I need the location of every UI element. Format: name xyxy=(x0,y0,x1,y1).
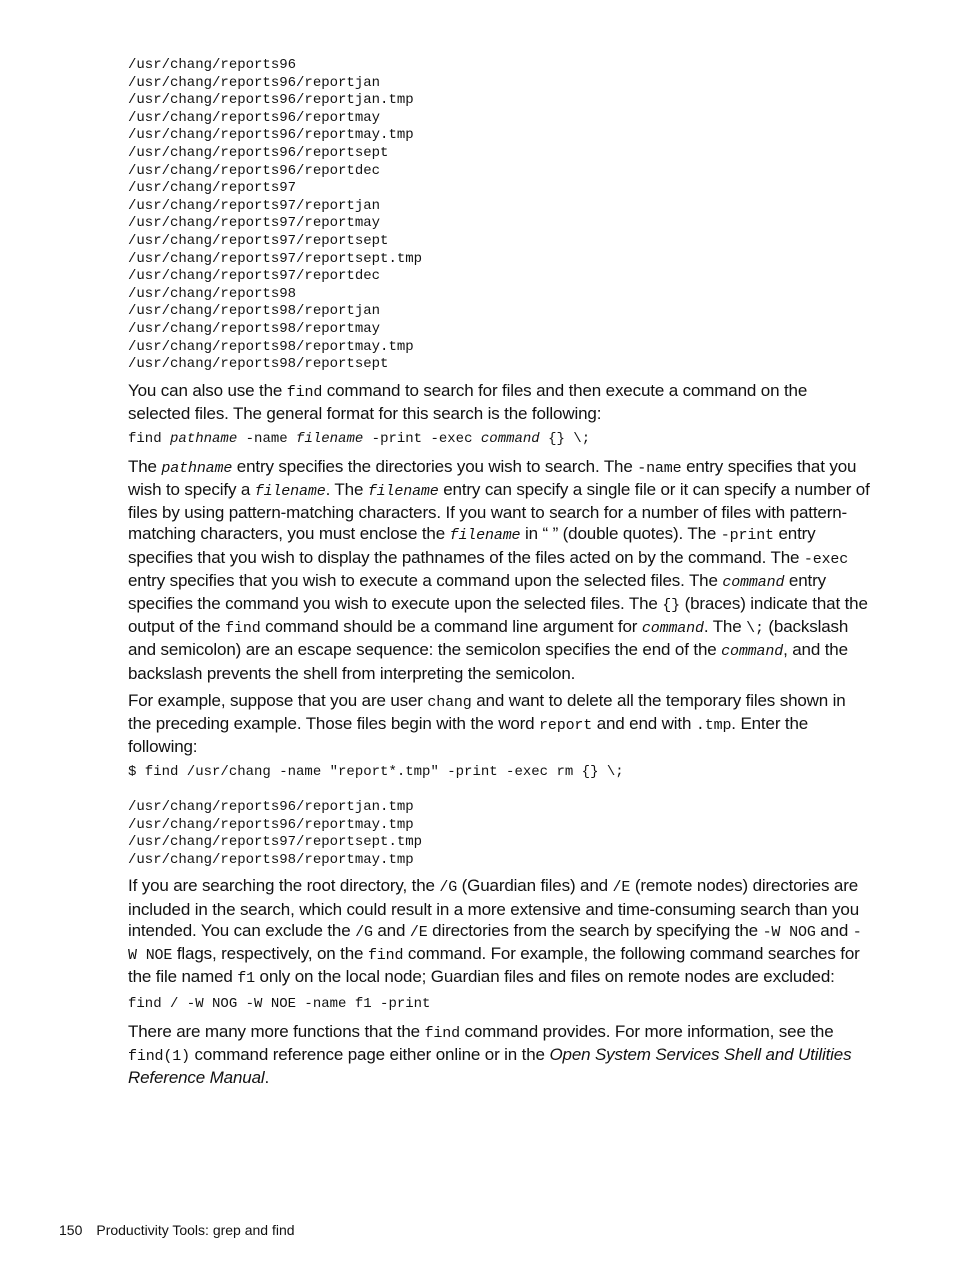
page-number: 150 xyxy=(59,1222,83,1238)
path-line: /usr/chang/reports98/reportsept xyxy=(128,356,389,373)
page-footer xyxy=(59,1222,295,1238)
path-line: /usr/chang/reports98/reportmay.tmp xyxy=(128,338,414,355)
paragraph-entry-descriptions: The pathname entry specifies the directories you wish to search. The -name entry specifies that you wish to specify a filename. The filename entry can specify a single file or it can specify a number of files by using pattern-matching characters. If you want to search for a number of files with pattern-matching characters, you must enclose the filename in “ ” (double quotes). The -print entry specifies that you wish to display the pathnames of the files acted on by the command. The -exec entry specifies that you wish to execute a command upon the selected files. The command entry specifies the command you wish to execute upon the selected files. The {} (braces) indicate that the output of the find command should be a command line argument for command. The \; (backslash and semicolon) are an escape sequence: the semicolon specifies the end of the command, and the backslash prevents the shell from interpreting the semicolon. xyxy=(128,456,870,683)
path-line: /usr/chang/reports96/reportjan.tmp xyxy=(128,798,414,815)
path-line: /usr/chang/reports98/reportjan xyxy=(128,303,381,320)
path-line: /usr/chang/reports97/reportmay xyxy=(128,215,381,232)
path-line: /usr/chang/reports98/reportmay.tmp xyxy=(128,851,414,868)
find-exec-syntax: find pathname -name filename -print -exec command {} \; xyxy=(128,431,591,448)
path-line: /usr/chang/reports97/reportdec xyxy=(128,268,381,285)
page-content xyxy=(128,57,870,1089)
path-line: /usr/chang/reports97 xyxy=(128,180,297,197)
path-line: /usr/chang/reports98/reportmay xyxy=(128,320,381,337)
path-line: /usr/chang/reports98 xyxy=(128,285,297,302)
paragraph-find-exec-intro: You can also use the find command to search for files and then execute a command on the selected files. The general format for this search is the following: xyxy=(128,380,808,423)
path-line: /usr/chang/reports96/reportsept xyxy=(128,144,389,161)
directory-listing xyxy=(128,57,870,374)
path-line: /usr/chang/reports97/reportsept xyxy=(128,232,389,249)
paragraph-example-delete: For example, suppose that you are user chang and want to delete all the temporary files shown in the preceding example. Those files begin with the word report and end with .tmp. Enter the following: xyxy=(128,690,846,757)
deleted-files-output xyxy=(128,799,870,869)
path-line: /usr/chang/reports96/reportjan xyxy=(128,74,381,91)
path-line: /usr/chang/reports96/reportmay.tmp xyxy=(128,816,414,833)
path-line: /usr/chang/reports97/reportjan xyxy=(128,197,381,214)
path-line: /usr/chang/reports96/reportmay xyxy=(128,109,381,126)
paragraph-root-directory: If you are searching the root directory, the /G (Guardian files) and /E (remote nodes) directories are included in the search, which could result in a more extensive and time-consuming search than you intended. You can exclude the /G and /E directories from the search by specifying the -W NOG and -W NOE flags, respectively, on the find command. For example, the following command searches for the file named f1 only on the local node; Guardian files and files on remote nodes are excluded: xyxy=(128,876,862,988)
chapter-title: Productivity Tools: grep and find xyxy=(96,1222,295,1238)
path-line: /usr/chang/reports97/reportsept.tmp xyxy=(128,250,423,267)
find-exclude-command: find / -W NOG -W NOE -name f1 -print xyxy=(128,996,431,1013)
path-line: /usr/chang/reports96/reportdec xyxy=(128,162,381,179)
paragraph-more-info: There are many more functions that the find command provides. For more information, see the find(1) command reference page either online or in the Open System Services Shell and Utilities Reference Manual. xyxy=(128,1021,852,1088)
path-line: /usr/chang/reports97/reportsept.tmp xyxy=(128,834,423,851)
find-delete-command: $ find /usr/chang -name "report*.tmp" -print -exec rm {} \; xyxy=(128,764,624,781)
path-line: /usr/chang/reports96 xyxy=(128,57,297,73)
path-line: /usr/chang/reports96/reportmay.tmp xyxy=(128,127,414,144)
path-line: /usr/chang/reports96/reportjan.tmp xyxy=(128,92,414,109)
